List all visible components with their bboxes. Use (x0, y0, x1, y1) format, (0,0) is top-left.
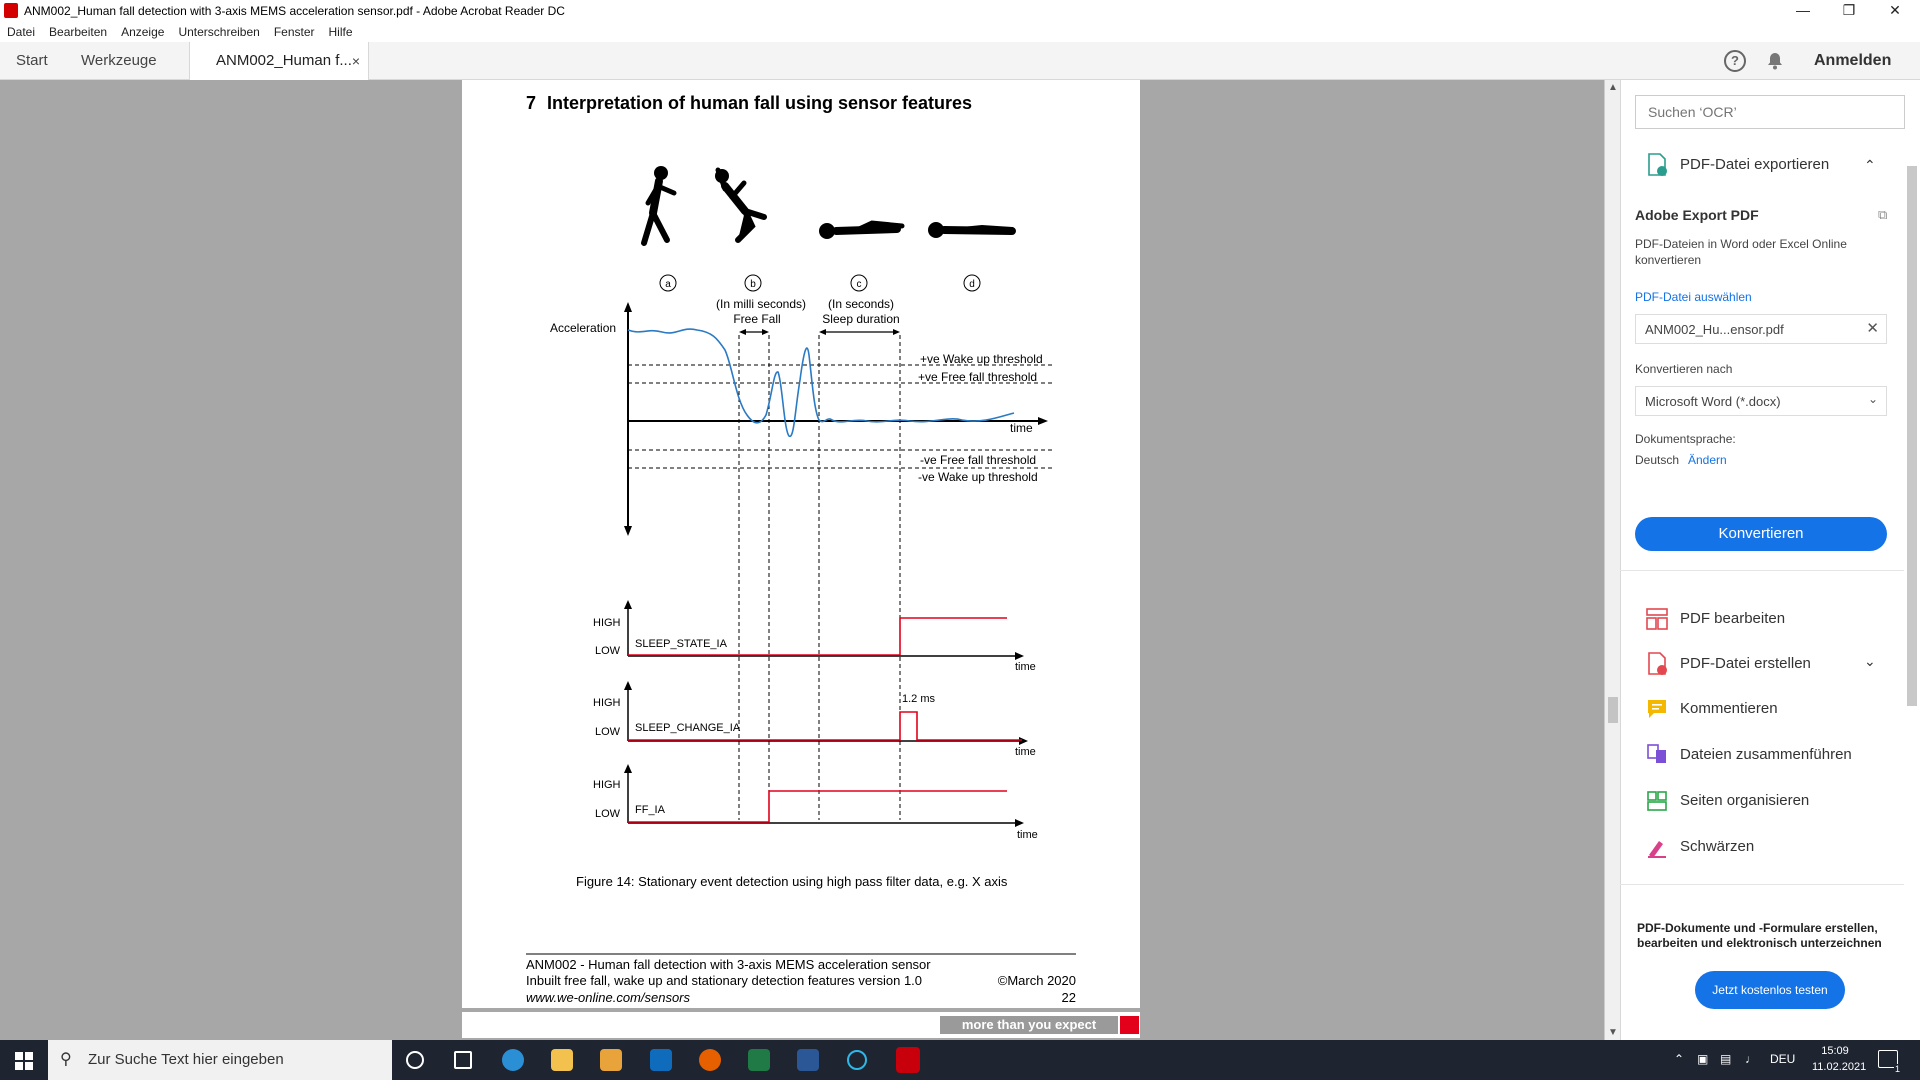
panel-scroll-thumb[interactable] (1907, 166, 1917, 706)
system-clock[interactable] (1812, 1043, 1867, 1075)
comment-icon (1646, 697, 1668, 721)
minimize-button[interactable]: — (1796, 2, 1810, 18)
acrobat-taskbar-icon[interactable] (896, 1047, 920, 1073)
tab-bar (0, 42, 1920, 80)
time-axis-label-1: time (1010, 421, 1033, 435)
document-scrollbar[interactable] (1604, 80, 1620, 1040)
media-player-icon[interactable] (600, 1049, 622, 1071)
tab-close-icon[interactable]: × (351, 53, 360, 69)
word-icon[interactable] (797, 1049, 819, 1071)
figure-caption: Figure 14: Stationary event detection using high pass filter data, e.g. X axis (576, 874, 1008, 889)
file-explorer-icon[interactable] (551, 1049, 573, 1071)
teamviewer-icon[interactable] (847, 1050, 867, 1070)
tool-redact-label: Schwärzen (1680, 838, 1755, 855)
milli-seconds-label: (In milli seconds) (715, 297, 807, 311)
notification-count: 1 (1894, 1064, 1900, 1074)
ff-ia-low-label: LOW (595, 808, 621, 820)
menu-datei[interactable]: Datei (7, 25, 36, 39)
stage-b-label: b (750, 279, 756, 290)
selected-file-field[interactable] (1635, 314, 1887, 344)
panel-scrollbar[interactable] (1904, 146, 1920, 886)
combine-files-icon (1646, 743, 1668, 767)
page-heading: Interpretation of human fall using sensor features (547, 93, 973, 113)
tool-edit-pdf-label: PDF bearbeiten (1680, 610, 1786, 627)
heading-number: 7 (526, 93, 537, 113)
copy-icon[interactable]: ⧉ (1878, 207, 1888, 222)
scroll-down-icon[interactable]: ▼ (1608, 1027, 1618, 1038)
task-view-icon[interactable] (454, 1051, 472, 1069)
windows-start-icon[interactable] (15, 1052, 33, 1070)
format-select-value: Microsoft Word (*.docx) (1645, 394, 1781, 409)
tools-panel (1620, 80, 1920, 1040)
export-pdf-icon (1646, 153, 1668, 177)
ff-pos-threshold-label: +ve Free fall threshold (918, 370, 1038, 384)
signin-button[interactable]: Anmelden (1814, 52, 1892, 69)
walking-person-icon (644, 166, 674, 243)
menu-fenster[interactable]: Fenster (273, 25, 315, 39)
promo-text: PDF-Dokumente und -Formulare erstellen, bearbeiten und elektronisch unterzeichnen (1637, 921, 1882, 950)
menu-anzeige[interactable]: Anzeige (121, 25, 165, 39)
tool-organize-pages-label: Seiten organisieren (1680, 792, 1810, 809)
stage-a-label: a (665, 279, 671, 290)
create-pdf-icon (1646, 652, 1668, 676)
pdf-page[interactable] (462, 80, 1140, 1008)
free-fall-label: Free Fall (733, 312, 781, 326)
tool-comment-label: Kommentieren (1680, 700, 1778, 717)
doc-language-value: Deutsch (1635, 453, 1680, 467)
network-icon[interactable]: ▤ (1720, 1052, 1732, 1066)
volume-icon[interactable]: ♩ (1745, 1052, 1757, 1066)
still-person-icon (928, 222, 1012, 238)
sleep-change-low-label: LOW (595, 726, 621, 738)
tab-tools[interactable]: Werkzeuge (81, 52, 157, 69)
lying-person-icon (819, 223, 902, 239)
ff-neg-threshold-label: -ve Free fall threshold (920, 453, 1037, 467)
cortana-icon[interactable] (406, 1051, 424, 1069)
restore-button[interactable]: ❐ (1842, 2, 1856, 18)
tray-device-icon[interactable]: ▣ (1697, 1052, 1709, 1066)
panel-divider (1620, 570, 1904, 571)
bell-icon[interactable] (1765, 51, 1785, 71)
figure-14-diagram (462, 80, 1140, 1008)
stage-d-label: d (969, 279, 975, 290)
tray-chevron-icon[interactable]: ⌃ (1674, 1052, 1685, 1066)
footer-copyright: ©March 2020 (997, 973, 1076, 988)
banner-slogan: more than you expect (940, 1016, 1118, 1034)
tab-document[interactable] (189, 42, 369, 81)
selected-file-name: ANM002_Hu...ensor.pdf (1645, 322, 1784, 337)
outlook-icon[interactable] (650, 1049, 672, 1071)
firefox-icon[interactable] (699, 1049, 721, 1071)
sleep-change-signal-label: SLEEP_CHANGE_IA (635, 722, 741, 734)
search-input[interactable] (1635, 95, 1905, 129)
wake-neg-threshold-label: -ve Wake up threshold (918, 470, 1038, 484)
panel-divider (1620, 884, 1904, 885)
close-window-button[interactable]: ✕ (1889, 2, 1901, 18)
doc-language-label: Dokumentsprache: (1635, 432, 1736, 446)
sleep-duration-label: Sleep duration (822, 312, 900, 326)
falling-person-icon (715, 169, 764, 240)
tab-start[interactable]: Start (16, 52, 48, 69)
menu-bearbeiten[interactable]: Bearbeiten (49, 25, 108, 39)
format-select[interactable] (1635, 386, 1887, 416)
tool-combine-files-label: Dateien zusammenführen (1680, 746, 1852, 763)
time-axis-label-2: time (1015, 661, 1036, 673)
adobe-export-title: Adobe Export PDF (1635, 207, 1759, 223)
organize-pages-icon (1646, 789, 1668, 813)
change-language-link[interactable]: Ändern (1688, 453, 1727, 467)
banner-red-block (1120, 1016, 1139, 1034)
footer-subtitle: Inbuilt free fall, wake up and stationary detection features version 1.0 (526, 973, 923, 988)
sleep-state-signal-label: SLEEP_STATE_IA (635, 638, 727, 650)
convert-button[interactable]: Konvertieren (1635, 517, 1887, 551)
redact-icon (1646, 835, 1668, 859)
tool-create-pdf-label: PDF-Datei erstellen (1680, 655, 1811, 672)
menu-bar (0, 22, 1920, 42)
footer-url[interactable]: www.we-online.com/sensors (526, 990, 691, 1005)
try-free-button[interactable]: Jetzt kostenlos testen (1695, 971, 1845, 1009)
scroll-thumb[interactable] (1608, 697, 1618, 723)
wake-pos-threshold-label: +ve Wake up threshold (920, 352, 1043, 366)
seconds-label: (In seconds) (827, 297, 895, 311)
menu-unterschreiben[interactable]: Unterschreiben (178, 25, 260, 39)
convert-to-label: Konvertieren nach (1635, 362, 1733, 376)
ff-ia-signal (628, 791, 1007, 822)
ff-ia-high-label: HIGH (593, 779, 621, 791)
select-file-link[interactable]: PDF-Datei auswählen (1635, 290, 1752, 304)
export-pdf-title: PDF-Datei exportieren (1680, 156, 1830, 173)
search-icon: ⚲ (60, 1051, 72, 1068)
remove-file-icon[interactable]: ✕ (1866, 320, 1879, 337)
sleep-change-high-label: HIGH (593, 697, 621, 709)
stage-c-label: c (856, 279, 862, 290)
footer-title: ANM002 - Human fall detection with 3-axis MEMS acceleration sensor (526, 957, 931, 972)
keyboard-language[interactable]: DEU (1770, 1052, 1796, 1066)
ff-ia-signal-label: FF_IA (635, 804, 665, 816)
window-title: ANM002_Human fall detection with 3-axis MEMS acceleration sensor.pdf - Adobe Acrobat Reader DC (24, 4, 565, 18)
time-axis-label-4: time (1017, 829, 1038, 841)
export-description: PDF-Dateien in Word oder Excel Online konvertieren (1635, 237, 1847, 267)
notification-icon[interactable] (1878, 1050, 1900, 1074)
acrobat-app-icon (4, 3, 18, 18)
page-number: 22 (1061, 990, 1076, 1005)
scroll-up-icon[interactable]: ▲ (1608, 82, 1618, 93)
chevron-up-icon[interactable]: ⌃ (1864, 157, 1876, 173)
taskbar-search-input[interactable] (48, 1040, 392, 1080)
help-icon[interactable]: ? (1724, 50, 1746, 72)
excel-icon[interactable] (748, 1049, 770, 1071)
time-axis-label-3: time (1015, 746, 1036, 758)
sleep-state-low-label: LOW (595, 645, 621, 657)
sleep-state-high-label: HIGH (593, 617, 621, 629)
clock-time: 15:09 (1821, 1045, 1849, 1057)
taskbar-search-placeholder: Zur Suche Text hier eingeben (88, 1051, 284, 1068)
clock-date: 11.02.2021 (1812, 1061, 1867, 1073)
acceleration-axis-label: Acceleration (550, 321, 617, 335)
title-bar (0, 0, 1920, 22)
edit-pdf-icon (1646, 607, 1668, 631)
menu-hilfe[interactable]: Hilfe (328, 25, 353, 39)
pulse-duration-label: 1.2 ms (902, 693, 936, 705)
edge-icon[interactable] (502, 1049, 524, 1071)
chevron-down-icon: ⌄ (1867, 392, 1878, 406)
tab-document-label: ANM002_Human f... (216, 52, 352, 69)
chevron-down-icon[interactable]: ⌄ (1864, 653, 1876, 669)
page-banner (462, 1012, 1140, 1038)
